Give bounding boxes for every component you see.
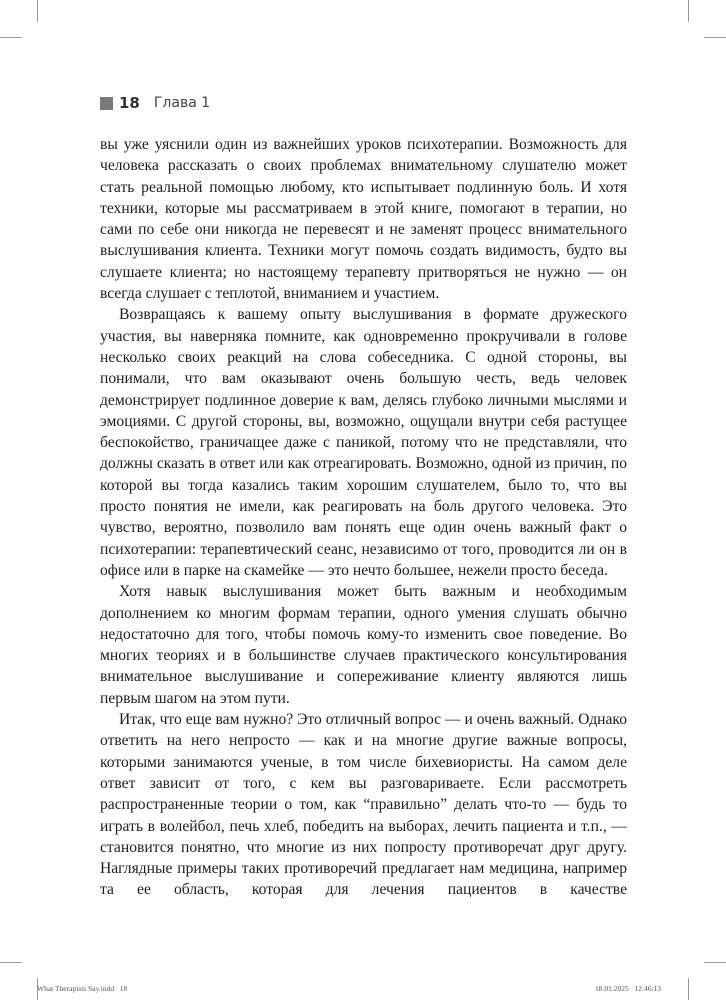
paragraph-4: Итак, что еще вам нужно? Это отличный вопрос — и очень важный. Однако ответить на него непросто — как и на многие другие важные вопросы, которыми занимаются ученые, в том числе бихевиористы. На самом деле ответ зависит от того, с кем вы разговариваете. Если рассмотреть распространенные теории о том, как “правильно” делать что-то — будь то играть в волейбол, печь хлеб, победить на выборах, лечить пациента и т.п., — становится понятно, что многие из них попросту противоречат друг другу. Наглядные примеры таких противоречий предлагает нам медицина, например та ее область, которая для лечения пациентов в качестве bbox=[100, 711, 627, 899]
slug-file-name: What Therapists Say.indd 18 bbox=[37, 984, 128, 993]
crop-mark-top-right bbox=[688, 0, 689, 22]
crop-mark-bottom-right bbox=[688, 978, 689, 1000]
slug-date-time: 18.01.2025 12:46:13 bbox=[595, 984, 662, 993]
paragraph-3: Хотя навык выслушивания может быть важным и необходимым дополнением ко многим формам терапии, одного умения слушать обычно недостаточно для того, чтобы помочь кому-то изменить свое поведение. Во многих теориях и в большинстве случаев практического консультирования внимательное выслушивание и сопереживание клиенту являются лишь первым шагом на этом пути. bbox=[100, 583, 627, 707]
running-header bbox=[100, 93, 210, 113]
crop-mark-left-bottom bbox=[0, 962, 22, 963]
crop-mark-right-bottom bbox=[704, 962, 726, 963]
page-number: 18 bbox=[119, 94, 140, 112]
body-text bbox=[100, 134, 627, 901]
paragraph-1: вы уже уяснили один из важнейших уроков психотерапии. Возможность для человека рассказать о своих проблемах внимательному слушателю может стать реальной помощью любому, кто испытывает подлинную боль. И хотя техники, которые мы рассматриваем в этой книге, помогают в терапии, но сами по себе они никогда не перевесят и не заменят процесс внимательного выслушивания клиента. Техники могут помочь создать видимость, будто вы слушаете клиента; но настоящему терапевту притворяться не нужно — он всегда слушает с теплотой, вниманием и участием. bbox=[100, 136, 627, 303]
square-marker-icon bbox=[100, 97, 113, 110]
chapter-label: Глава 1 bbox=[153, 95, 211, 111]
crop-mark-right-top bbox=[704, 37, 726, 38]
crop-mark-top-left bbox=[37, 0, 38, 22]
crop-mark-left-top bbox=[0, 37, 22, 38]
paragraph-2: Возвращаясь к вашему опыту выслушивания в формате дружеского участия, вы наверняка помните, как одновременно прокручивали в голове несколько своих реакций на слова собеседника. С одной стороны, вы понимали, что вам оказывают очень большую честь, ведь человек демонстрирует подлинное доверие к вам, делясь глубоко личными мыслями и эмоциями. С другой стороны, вы, возможно, ощущали внутри себя растущее беспокойство, граничащее даже с паникой, потому что не представляли, что должны сказать в ответ или как отреагировать. Возможно, одной из причин, по которой вы тогда казались таким хорошим слушателем, было то, что вы просто понятия не имели, как реагировать на боль другого человека. Это чувство, вероятно, позволило вам понять еще один очень важный факт о психотерапии: терапевтический сеанс, независимо от того, проводится ли он в офисе или в парке на скамейке — это нечто большее, нежели просто беседа. bbox=[100, 306, 627, 579]
